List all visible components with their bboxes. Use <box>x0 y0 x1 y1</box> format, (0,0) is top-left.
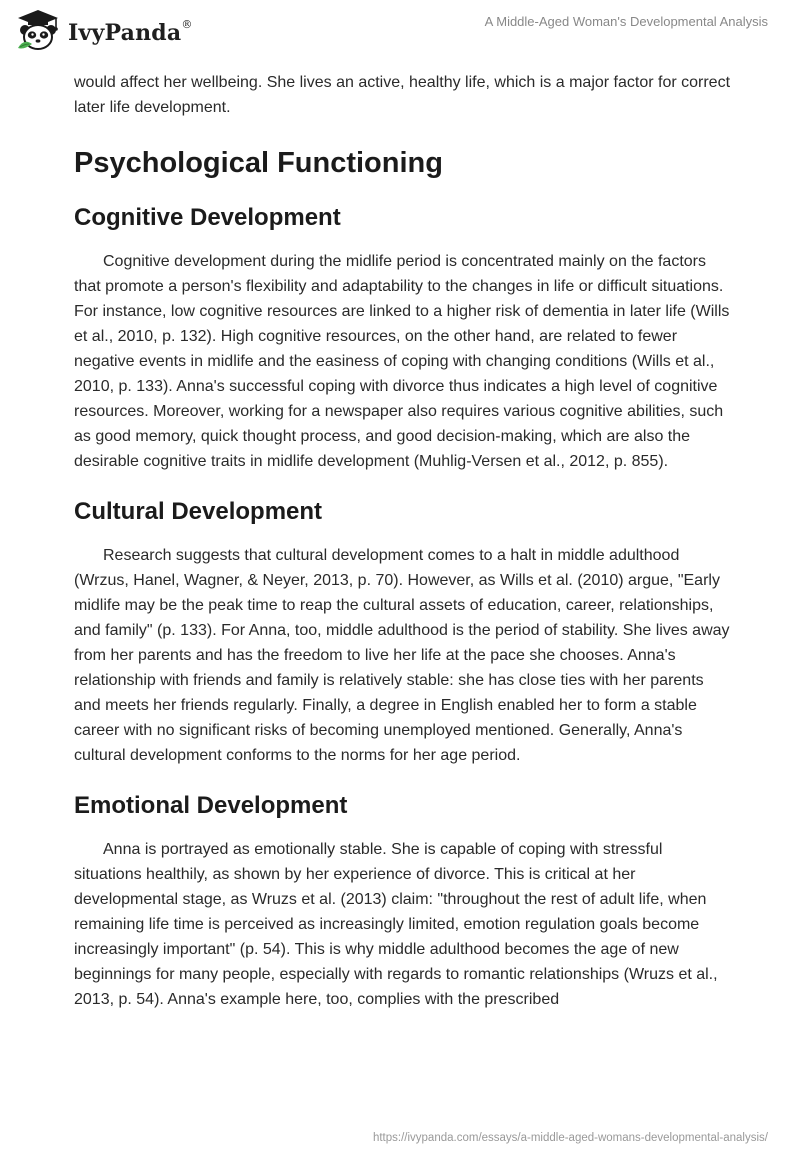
ivypanda-logo[interactable] <box>14 8 193 57</box>
source-url-link[interactable]: https://ivypanda.com/essays/a-middle-aged-womans-developmental-analysis/ <box>372 1132 768 1144</box>
paragraph-emotional: Anna is portrayed as emotionally stable. She is capable of coping with stressful situations healthily, as shown by her experience of divorce. This is critical at her developmental stage, as Wruzs et al. (2013) claim: "throughout the rest of adult life, when remaining life time is perceived as increasingly limited, emotion regulation goals become increasingly important" (p. 54). This is why middle adulthood becomes the age of new beginnings for many people, especially with regards to romantic relationships (Wruzs et al., 2013, p. 54). Anna's example here, too, complies with the prescribed <box>74 841 718 1008</box>
paragraph-cognitive: Cognitive development during the midlife period is concentrated mainly on the factors that promote a person's flexibility and adaptability to the changes in life or difficult situations. For instance, low cognitive resources are linked to a higher risk of dementia in later life (Wills et al., 2010, p. 132). High cognitive resources, on the other hand, are related to fewer negative events in midlife and the easiness of coping with changing conditions (Wills et al., 2010, p. 133). Anna's successful coping with divorce thus indicates a high level of cognitive resources. Moreover, working for a newspaper also requires various cognitive abilities, such as good memory, quick thought process, and good decision-making, which are also the desirable cognitive traits in midlife development (Muhlig-Versen et al., 2012, p. 855). <box>74 253 730 470</box>
paragraph-cultural: Research suggests that cultural development comes to a halt in middle adulthood (Wrzus, Hanel, Wagner, & Neyer, 2013, p. 70). However, as Wills et al. (2010) argue, "Early midlife may be the peak time to reap the cultural assets of education, career, relationships, and family" (p. 133). For Anna, too, middle adulthood is the period of stability. She lives away from her parents and has the freedom to live her life at the pace she chooses. Anna's relationship with friends and family is relatively stable: she has close ties with her parents and meets her friends regularly. Finally, a degree in English enabled her to form a stable career with no significant risks of becoming unemployed mentioned. Generally, Anna's cultural development conforms to the norms for her age period. <box>74 547 730 764</box>
document-title: A Middle-Aged Woman's Developmental Analysis <box>484 14 768 29</box>
subsection-heading-cultural: Cultural Development <box>74 498 323 525</box>
page-header <box>0 0 800 66</box>
section-heading: Psychological Functioning <box>74 147 443 179</box>
subsection-heading-emotional: Emotional Development <box>74 792 348 819</box>
panda-graduate-icon <box>14 8 62 57</box>
brand-name: IvyPanda® <box>68 18 193 46</box>
subsection-heading-cognitive: Cognitive Development <box>74 204 341 231</box>
intro-paragraph: would affect her wellbeing. She lives an active, healthy life, which is a major factor for correct later life development. <box>74 74 731 116</box>
registered-mark: ® <box>181 18 193 32</box>
essay-content <box>74 70 730 1012</box>
